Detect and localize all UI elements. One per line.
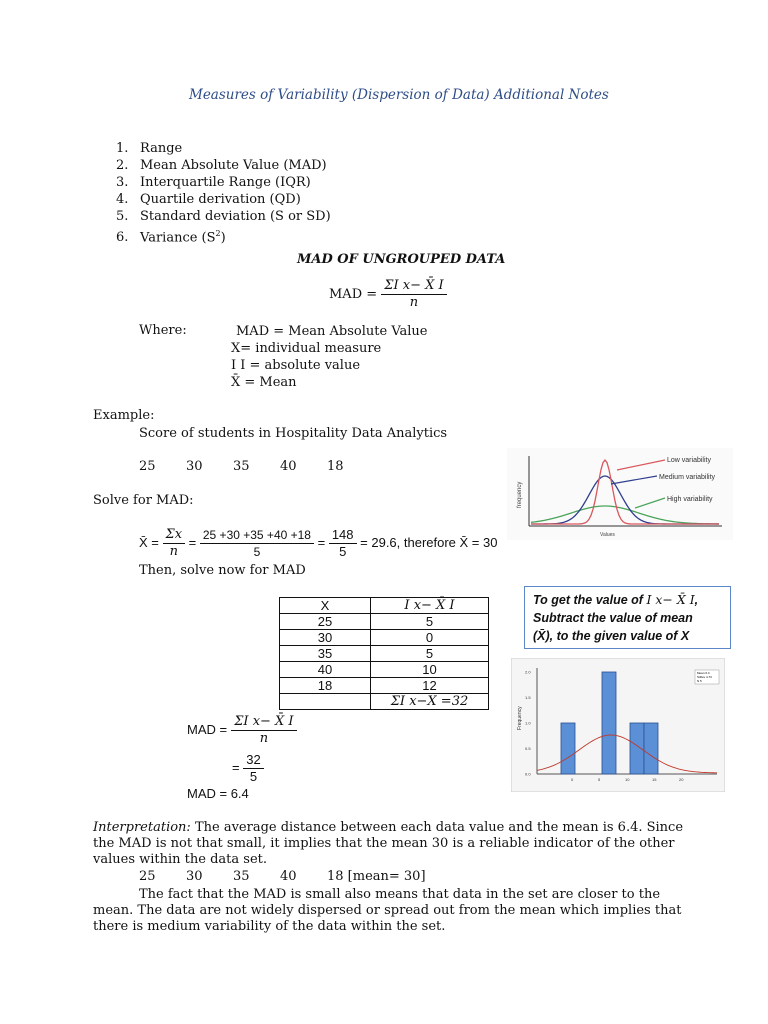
y-tick-label: 1.5: [525, 695, 531, 700]
table-header-row: [280, 598, 489, 614]
list-item: 3. Interquartile Range (IQR): [116, 175, 311, 190]
table-row: 40 10: [280, 662, 489, 678]
legend-line: Mean 6.4: [697, 671, 710, 675]
y-tick-label: 0.5: [525, 746, 531, 751]
histogram-bar: [602, 672, 616, 774]
interpretation-paragraph: Interpretation: The average distance between each data value and the mean is 6.4. Since the MAD is not that small, it implies that the mean 30 is a reliable indicator of the other values within the data set.: [93, 820, 684, 867]
interpretation-scores: 25 30 35 40 18 [mean= 30]: [139, 869, 426, 884]
label-high: High variability: [667, 496, 713, 503]
label-medium: Medium variability: [659, 474, 716, 481]
mad-formula: MAD = $\frac{\text{ΣI x− X̄ I}}{n}$: [329, 278, 447, 311]
mad-calculation: MAD = $\frac{\text{ΣI x− X̄ I}}{n}$: [187, 714, 297, 747]
table-total-row: ΣI x−X =32: [280, 694, 489, 710]
page-title: Measures of Variability (Dispersion of Data) Additional Notes: [189, 87, 609, 103]
list-item: 5. Standard deviation (S or SD): [116, 209, 331, 224]
label-low: Low variability: [667, 457, 711, 464]
solve-label: Solve for MAD:: [93, 493, 194, 508]
x-tick-label: 10: [625, 777, 630, 782]
table-row: 35 5: [280, 646, 489, 662]
legend-line: StDev 4.73: [697, 675, 712, 679]
conclusion-paragraph: The fact that the MAD is small also means that data in the set are closer to the mean. The data are not widely dispersed or spread out from the mean which implies that there is medium variability of the data within the set.: [93, 887, 682, 934]
example-scores: 25 30 35 40 18: [139, 459, 344, 474]
histogram-ylabel: Frequency: [517, 706, 523, 730]
mean-calculation: X̄ = $\frac{\Sigma x}{n}$ = $\frac{25 +30 +35 +40 +18}{5}$ = $\frac{148}{5}$ = 29.6, therefore X̄ = 30: [139, 527, 498, 559]
table-row: 25 5: [280, 614, 489, 630]
table-row: 18 12: [280, 678, 489, 694]
y-tick-label: 2.0: [525, 669, 531, 675]
legend-line: N 5: [697, 679, 702, 683]
y-tick-label: 1.0: [525, 720, 531, 726]
x-tick-label: 15: [652, 777, 657, 782]
list-item: 6. Variance $(S^2)$: [116, 229, 226, 246]
mad-simplified: = $\frac{32}{5}$: [232, 752, 264, 785]
x-tick-label: 5: [598, 777, 601, 782]
table-row: 30 0: [280, 630, 489, 646]
curve-ylabel: frequency: [517, 481, 523, 508]
note-box: To get the value of I x− X̄ I, Subtract the value of mean (X̄), to the given value of X: [524, 586, 731, 649]
deviation-table: [279, 597, 489, 710]
histogram-bar: [630, 723, 644, 774]
histogram-bar: [644, 723, 658, 774]
measures-list: [116, 140, 331, 246]
variability-curves-figure: [507, 448, 733, 540]
then-text: Then, solve now for MAD: [139, 563, 306, 578]
table-header: I x− X̄ I: [371, 598, 489, 614]
curve-xlabel: Values: [600, 532, 615, 538]
where-label: Where:: [139, 323, 187, 338]
section-heading: MAD OF UNGROUPED DATA: [297, 252, 506, 267]
list-item: 2. Mean Absolute Value (MAD): [116, 158, 327, 173]
histogram-bar: [561, 723, 575, 774]
mad-result: MAD = 6.4: [187, 786, 249, 801]
interpretation-label: Interpretation:: [93, 820, 191, 835]
list-item: 4. Quartile derivation (QD): [116, 192, 301, 207]
list-item: 1. Range: [116, 141, 183, 156]
x-tick-label: 0: [571, 777, 574, 782]
y-tick-label: 0.0: [525, 771, 531, 777]
where-definitions: MAD = Mean Absolute Value X= individual measure I I = absolute value X̄ = Mean: [231, 324, 428, 390]
example-subtitle: Score of students in Hospitality Data Analytics: [139, 426, 448, 441]
histogram-figure: [511, 658, 725, 792]
table-header: X: [280, 598, 371, 614]
example-label: Example:: [93, 408, 155, 423]
x-tick-label: 20: [679, 777, 684, 782]
